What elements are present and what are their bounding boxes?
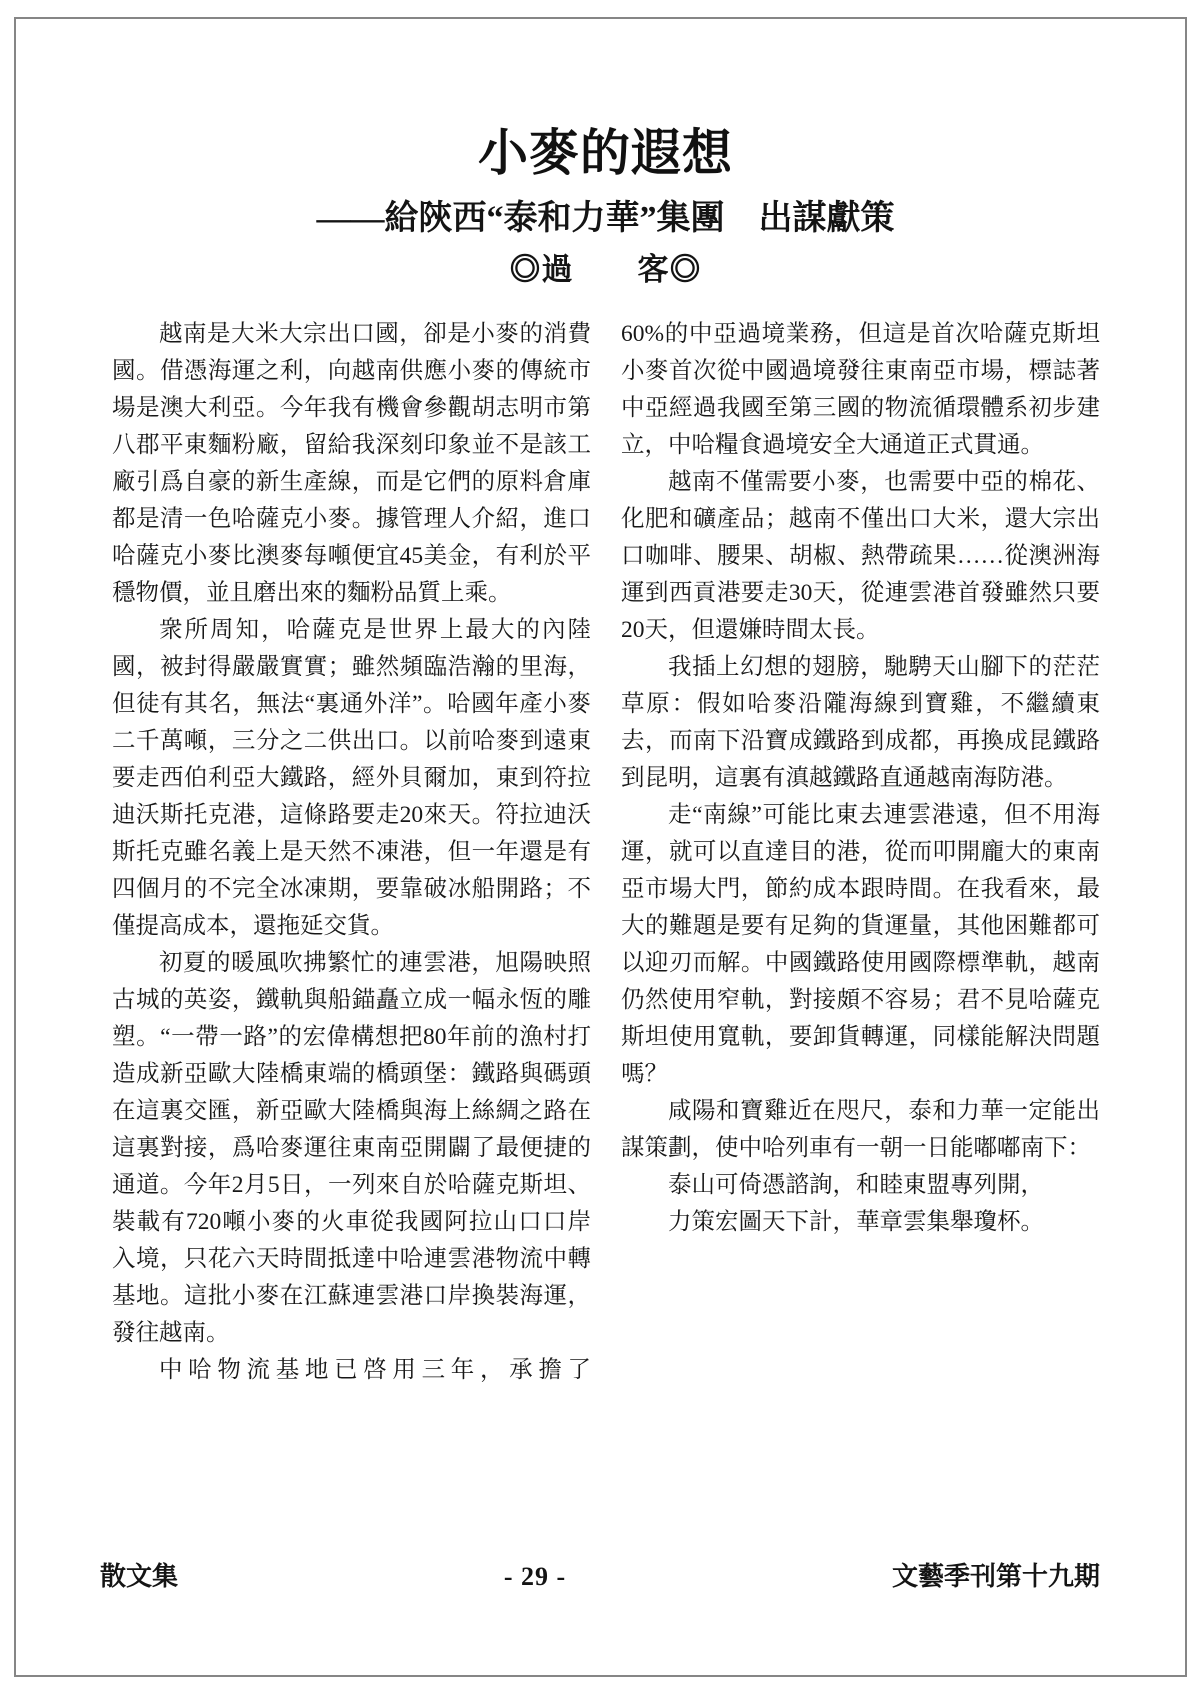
paragraph: 泰山可倚憑諮詢，和睦東盟專列開， <box>668 1172 1044 1198</box>
article-title: 小麥的遐想 <box>478 125 733 181</box>
paragraph: 中哈物流基地已啓用三年，承擔了 <box>159 1357 591 1383</box>
footer-section-name: 散文集 <box>100 1561 179 1591</box>
paragraph: 越南是大米大宗出口國，卻是小麥的消費國。借憑海運之利，向越南供應小麥的傳統市場是澳大利亞。今年我有機會參觀胡志明市第八郡平東麵粉廠，留給我深刻印象並不是該工廠引爲自豪的新生產線，而是它們的原料倉庫都是清一色哈薩克小麥。據管理人介紹，進口哈薩克小麥比澳麥每噸便宜45美金，有利於平穩物價，並且磨出來的麵粉品質上乘。 <box>112 321 591 606</box>
paragraph: 咸陽和寶雞近在咫尺，泰和力華一定能出謀策劃，使中哈列車有一朝一日能嘟嘟南下： <box>621 1098 1100 1161</box>
paragraph: 我插上幻想的翅膀，馳騁天山腳下的茫茫草原：假如哈麥沿隴海線到寶雞，不繼續東去，而南下沿寶成鐵路到成都，再換成昆鐵路到昆明，這裏有滇越鐵路直通越南海防港。 <box>621 654 1100 791</box>
page-footer <box>100 1556 1100 1593</box>
paragraph: 衆所周知，哈薩克是世界上最大的內陸國，被封得嚴嚴實實；雖然頻臨浩瀚的里海，但徒有其名，無法“裏通外洋”。哈國年產小麥二千萬噸，三分之二供出口。以前哈麥到遠東要走西伯利亞大鐵路，經外貝爾加，東到符拉迪沃斯托克港，這條路要走20來天。符拉迪沃斯托克雖名義上是天然不凍港，但一年還是有四個月的不完全冰凍期，要靠破冰船開路；不僅提高成本，還拖延交貨。 <box>112 617 591 939</box>
paragraph: 走“南線”可能比東去連雲港遠，但不用海運，就可以直達目的港，從而叩開龐大的東南亞市場大門，節約成本跟時間。在我看來，最大的難題是要有足夠的貨運量，其他困難都可以迎刃而解。中國鐵路使用國際標準軌，越南仍然使用窄軌，對接頗不容易；君不見哈薩克斯坦使用寬軌，要卸貨轉運，同樣能解決問題嗎？ <box>621 802 1100 1087</box>
page-number: - 29 - <box>503 1562 567 1591</box>
paragraph: 力策宏圖天下計，華章雲集舉瓊杯。 <box>668 1209 1044 1235</box>
article-subtitle: ——給陝西“泰和力華”集團 出謀獻策 <box>316 200 895 237</box>
article-author: ◎過 客◎ <box>509 252 702 287</box>
column-left <box>112 316 591 1389</box>
paragraph: 越南不僅需要小麥，也需要中亞的棉花、化肥和礦產品；越南不僅出口大米，還大宗出口咖啡、腰果、胡椒、熱帶疏果……從澳洲海運到西貢港要走30天，從連雲港首發雖然只要20天，但還嫌時間太長。 <box>621 469 1100 643</box>
footer-journal-name: 文藝季刊第十九期 <box>891 1561 1100 1591</box>
paragraph: 初夏的暖風吹拂繁忙的連雲港，旭陽映照古城的英姿，鐵軌與船錨矗立成一幅永恆的雕塑。“一帶一路”的宏偉構想把80年前的漁村打造成新亞歐大陸橋東端的橋頭堡：鐵路與碼頭在這裏交匯，新亞歐大陸橋與海上絲綢之路在這裏對接，爲哈麥運往東南亞開闢了最便捷的通道。今年2月5日，一列來自於哈薩克斯坦、裝載有720噸小麥的火車從我國阿拉山口口岸入境，只花六天時間抵達中哈連雲港物流中轉基地。這批小麥在江蘇連雲港口岸換裝海運，發往越南。 <box>112 950 591 1346</box>
column-right <box>621 316 1100 1241</box>
paragraph: 60%的中亞過境業務，但這是首次哈薩克斯坦小麥首次從中國過境發往東南亞市場，標誌著中亞經過我國至第三國的物流循環體系初步建立，中哈糧食過境安全大通道正式貫通。 <box>621 321 1100 458</box>
